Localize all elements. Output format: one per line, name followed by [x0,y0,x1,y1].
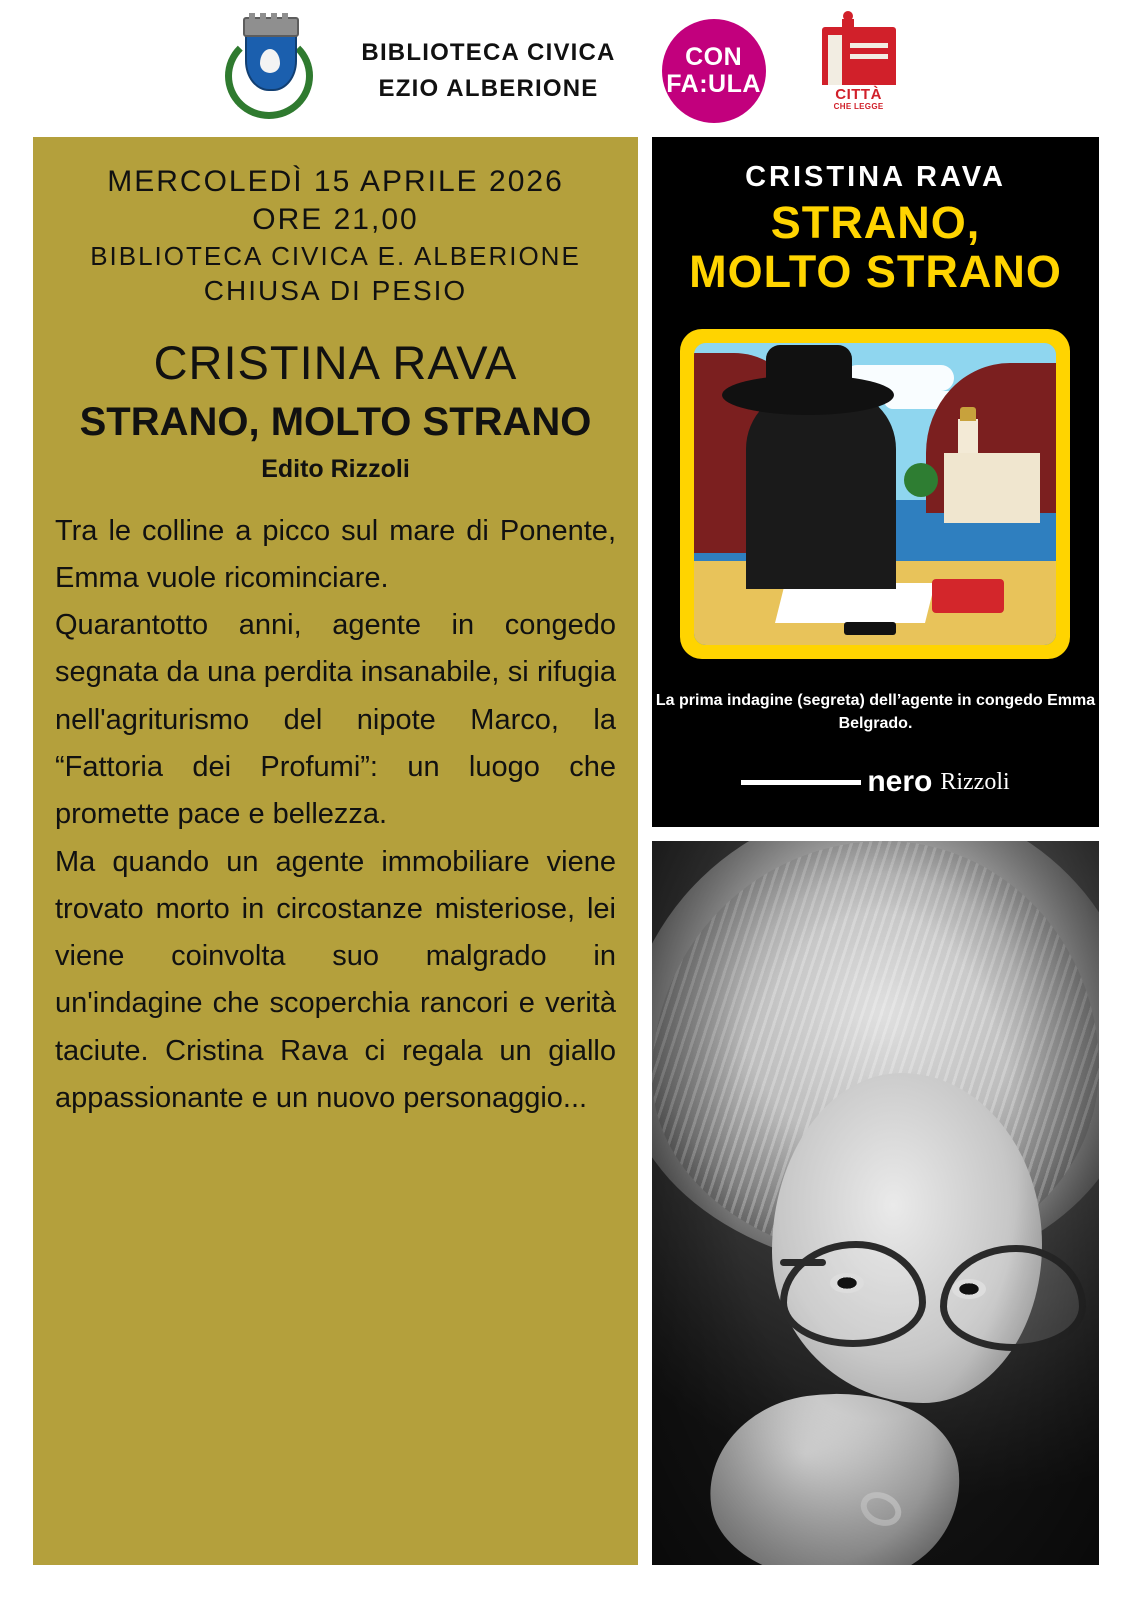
confabula-logo-icon [662,19,766,123]
library-name [361,35,615,107]
cover-imprint [652,765,1099,799]
confabula-line2: FA:ULA [666,69,761,98]
poster-header [0,0,1131,135]
citta-line2: CHE LEGGE [833,102,884,112]
cover-title [652,199,1099,296]
cover-title-line2: MOLTO STRANO [689,245,1062,297]
library-name-line2: EZIO ALBERIONE [378,74,599,102]
confabula-line1: CON [685,43,743,72]
author-portrait-image [652,841,1099,1565]
citta-line1: CITTÀ [835,86,882,104]
poster-body [33,137,1099,1565]
event-city: CHIUSA DI PESIO [203,275,468,307]
cover-publisher-name: Rizzoli [940,768,1010,795]
cover-imprint-name: nero [867,765,933,798]
event-blurb [55,508,616,1122]
event-book-title: STRANO, MOLTO STRANO [79,399,592,444]
event-publisher: Edito Rizzoli [261,454,410,483]
cover-title-line1: STRANO, [770,197,981,248]
blurb-paragraph: Quarantotto anni, agente in congedo segnata da una perdita insanabile, si rifugia nell'agriturismo del nipote Marco, la “Fattoria dei Profumi”: un luogo che promette pace e bellezza. [55,609,616,831]
cover-author: CRISTINA RAVA [745,161,1006,193]
municipal-crest-icon [223,15,315,127]
event-info-panel [33,137,638,1565]
event-date: MERCOLEDÌ 15 APRILE 2026 [107,165,564,198]
event-time: ORE 21,00 [252,203,419,237]
library-name-line1: BIBLIOTECA CIVICA [361,38,616,66]
citta-che-legge-logo-icon [812,19,908,123]
media-column [652,137,1099,1565]
event-when-block [55,163,616,309]
cover-strapline: La prima indagine (segreta) dell’agente in congedo Emma Belgrado. [655,692,1096,733]
book-cover-image [652,137,1099,827]
blurb-paragraph: Ma quando un agente immobiliare viene trovato morto in circostanze misteriose, lei viene coinvolta suo malgrado in un'indagine che scoperchia rancori e verità taciute. Cristina Rava ci regala un giallo appassionante e un nuovo personaggio... [55,845,616,1114]
imprint-bar-icon [741,780,861,785]
cover-illustration-icon [680,329,1070,659]
event-author: CRISTINA RAVA [153,335,518,389]
event-venue: BIBLIOTECA CIVICA E. ALBERIONE [90,240,581,271]
blurb-paragraph: Tra le colline a picco sul mare di Ponente, Emma vuole ricominciare. [55,514,616,594]
